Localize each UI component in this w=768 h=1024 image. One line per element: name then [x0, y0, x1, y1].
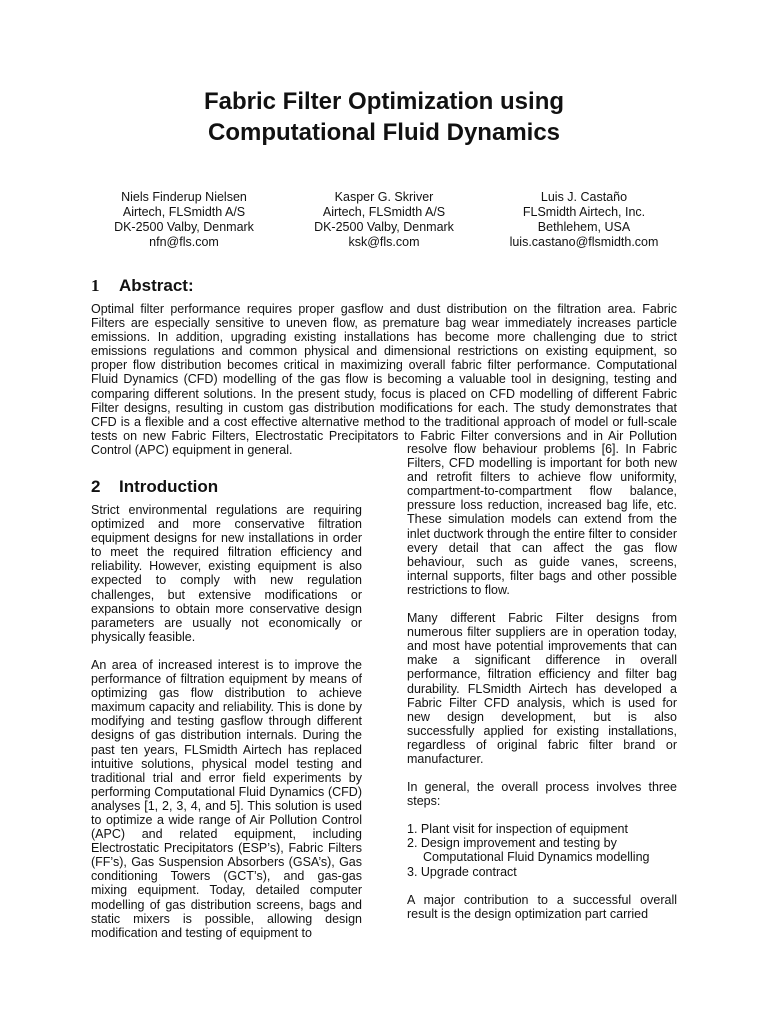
author-name: Niels Finderup Nielsen — [121, 190, 247, 204]
list-item: 2. Design improvement and testing by Computational Fluid Dynamics modelling — [407, 836, 650, 865]
abstract-heading — [91, 276, 194, 296]
right-column — [407, 442, 677, 935]
paragraph: In general, the overall process involves three steps: — [407, 780, 677, 809]
author-org: Airtech, FLSmidth A/S — [322, 205, 446, 219]
title-line-2: Computational Fluid Dynamics — [207, 119, 561, 146]
author-location: DK-2500 Valby, Denmark — [114, 220, 254, 234]
author-location: DK-2500 Valby, Denmark — [314, 220, 454, 234]
author-org: FLSmidth Airtech, Inc. — [522, 205, 646, 219]
list-item: 3. Upgrade contract — [407, 864, 517, 879]
author-org: Airtech, FLSmidth A/S — [122, 205, 246, 219]
paragraph: resolve flow behaviour problems [6]. In Fabric Filters, CFD modelling is important for both new and retrofit filters to achieve flow uniformity, compartment-to-compartment flow balance, pressure loss reduction, increased bag life, etc. These simulation models can extend from the inlet ductwork through the entire filter to consider every detail that can affect the gas flow behaviour, such as guide vanes, screens, internal supports, filter bags and other possible restrictions to flow. — [407, 442, 677, 597]
author-email[interactable]: ksk@fls.com — [348, 235, 420, 249]
section-number: 1 — [91, 276, 100, 295]
paragraph: A major contribution to a successful overall result is the design optimization part carried — [407, 892, 677, 921]
paper-title — [0, 86, 768, 148]
author-name: Kasper G. Skriver — [334, 190, 434, 204]
paragraph: Strict environmental regulations are requiring optimized and more conservative filtration equipment designs for new installations in order to meet the required filtration efficiency and reliability. However, existing equipment is also expected to comply with new regulation challenges, but extensive modifications or expansions to obtain more conservative design parameters are usually not economically or physically feasible. — [91, 503, 362, 644]
author-email[interactable]: luis.castano@flsmidth.com — [509, 235, 659, 249]
paragraph: An area of increased interest is to improve the performance of filtration equipment by means of optimizing gas flow distribution to achieve maximum capacity and reliability. This is done by modifying and testing gasflow through different designs of gas distribution internals. During the past ten years, FLSmidth Airtech has replaced intuitive solutions, physical model testing and traditional trial and error field experiments by performing Computational Fluid Dynamics (CFD) analyses [1, 2, 3, 4, and 5]. This solution is used to optimize a wide range of Air Pollution Control (APC) and related equipment, including Electrostatic Precipitators (ESP’s), Fabric Filters (FF’s), Gas Suspension Absorbers (GSA’s), Gas conditioning Towers (GCT’s), and gas-gas mixing equipment. Today, detailed computer modelling of gas distribution screens, bags and static mixers is possible, allowing design modification and testing of equipment to — [91, 657, 362, 940]
introduction-heading — [91, 477, 218, 497]
section-number: 2 — [91, 477, 101, 496]
paragraph: Many different Fabric Filter designs from numerous filter suppliers are in operation today, and most have potential improvements that can make a significant difference in overall performance, filtration efficiency and filter bag durability. FLSmidth Airtech has developed a Fabric Filter CFD analysis, which is used for new design development, but is also successfully applied for existing installations, regardless of original fabric filter brand or manufacturer. — [407, 611, 677, 766]
left-column — [91, 503, 362, 954]
author-2 — [284, 190, 484, 250]
section-title: Abstract: — [119, 276, 194, 295]
abstract-body — [91, 302, 677, 457]
author-block — [84, 190, 684, 250]
author-3 — [484, 190, 684, 250]
author-email[interactable]: nfn@fls.com — [149, 235, 219, 249]
abstract-text: Optimal filter performance requires proper gasflow and dust distribution on the filtration area. Fabric Filters are especially sensitive to uneven flow, as premature bag wear immediately increases particle emissions. In addition, upgrading existing installations has become more challenging due to strict emissions regulations and common physical and dimensional restrictions on existing equipment, so proper flow distribution becomes critical in maximizing overall fabric filter performance. Computational Fluid Dynamics (CFD) modelling of the gas flow is becoming a valuable tool in designing, testing and comparing different solutions. In the present study, focus is placed on CFD modelling of different Fabric Filter designs, resulting in custom gas distribution modifications for each. The study demonstrates that CFD is a flexible and a cost effective alternative method to the traditional approach of model or full-scale tests on new Fabric Filters, Electrostatic Precipitators to Fabric Filter conversions and in Air Pollution Control (APC) equipment in general. — [91, 302, 677, 457]
author-name: Luis J. Castaño — [540, 190, 628, 204]
title-line-1: Fabric Filter Optimization using — [203, 88, 565, 115]
author-location: Bethlehem, USA — [537, 220, 631, 234]
section-title: Introduction — [119, 477, 219, 496]
author-1 — [84, 190, 284, 250]
steps-list — [407, 822, 677, 878]
list-item: 1. Plant visit for inspection of equipment — [407, 822, 628, 837]
